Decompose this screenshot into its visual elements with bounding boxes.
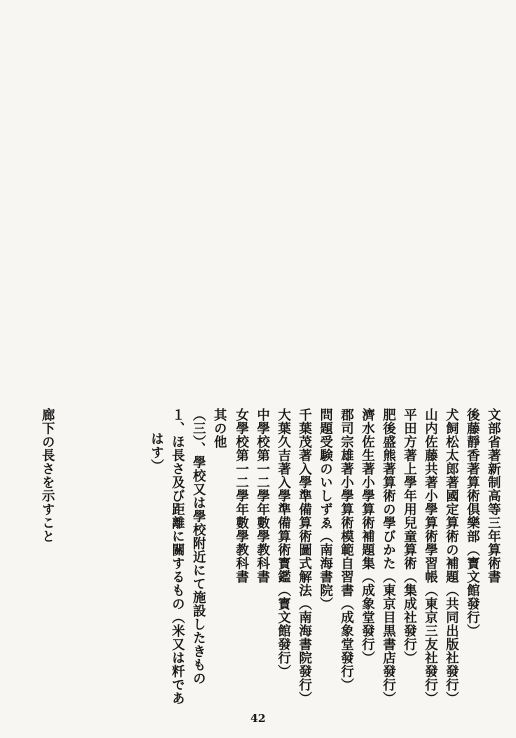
text-line: はす） [148, 432, 163, 473]
text-line: 中學校第一二學年數學教科書 [254, 408, 269, 584]
text-line: 平田方著上學年用兒童算術（集成社發行） [401, 408, 416, 665]
text-line: 文部省著新制高等三年算術書 [485, 408, 500, 584]
text-line: 郡司宗雄著小學算術模範自習書（成象堂發行） [338, 408, 353, 692]
text-line: 犬飼松太郎著國定算術の補題（共同出版社發行） [443, 408, 458, 705]
text-line: 大葉久吉著入學準備算術寳鑑（寳文館發行） [275, 408, 290, 678]
text-line: 濟水佐生著小學算術補題集（成象堂發行） [359, 408, 374, 665]
text-line: １、ほ長さ及び距離に關するもの（米又は粁であ [169, 408, 184, 705]
text-line: 其の他 [211, 408, 226, 449]
page-number: 42 [250, 712, 266, 725]
text-line: 肥後盛熊著算術の學びかた（東京目黒書店發行） [380, 408, 395, 705]
text-line: 問題受験のいしずゑ（南海書院） [317, 408, 332, 611]
text-line: 千葉茂著入學準備算術圖式解法（南海書院發行） [296, 408, 311, 705]
text-line: 山内佐藤共著小學算術學習帳（東京三友社發行） [422, 408, 437, 705]
text-line: 後藤靜香著算術倶樂部（寳文館發行） [464, 408, 479, 638]
text-line: 女學校第一二學年數學教科書 [233, 408, 248, 584]
text-line: （三）、學校又は學校附近にて施設したきもの [190, 408, 205, 685]
text-line: 廊下の長さを示すこと [39, 408, 54, 543]
